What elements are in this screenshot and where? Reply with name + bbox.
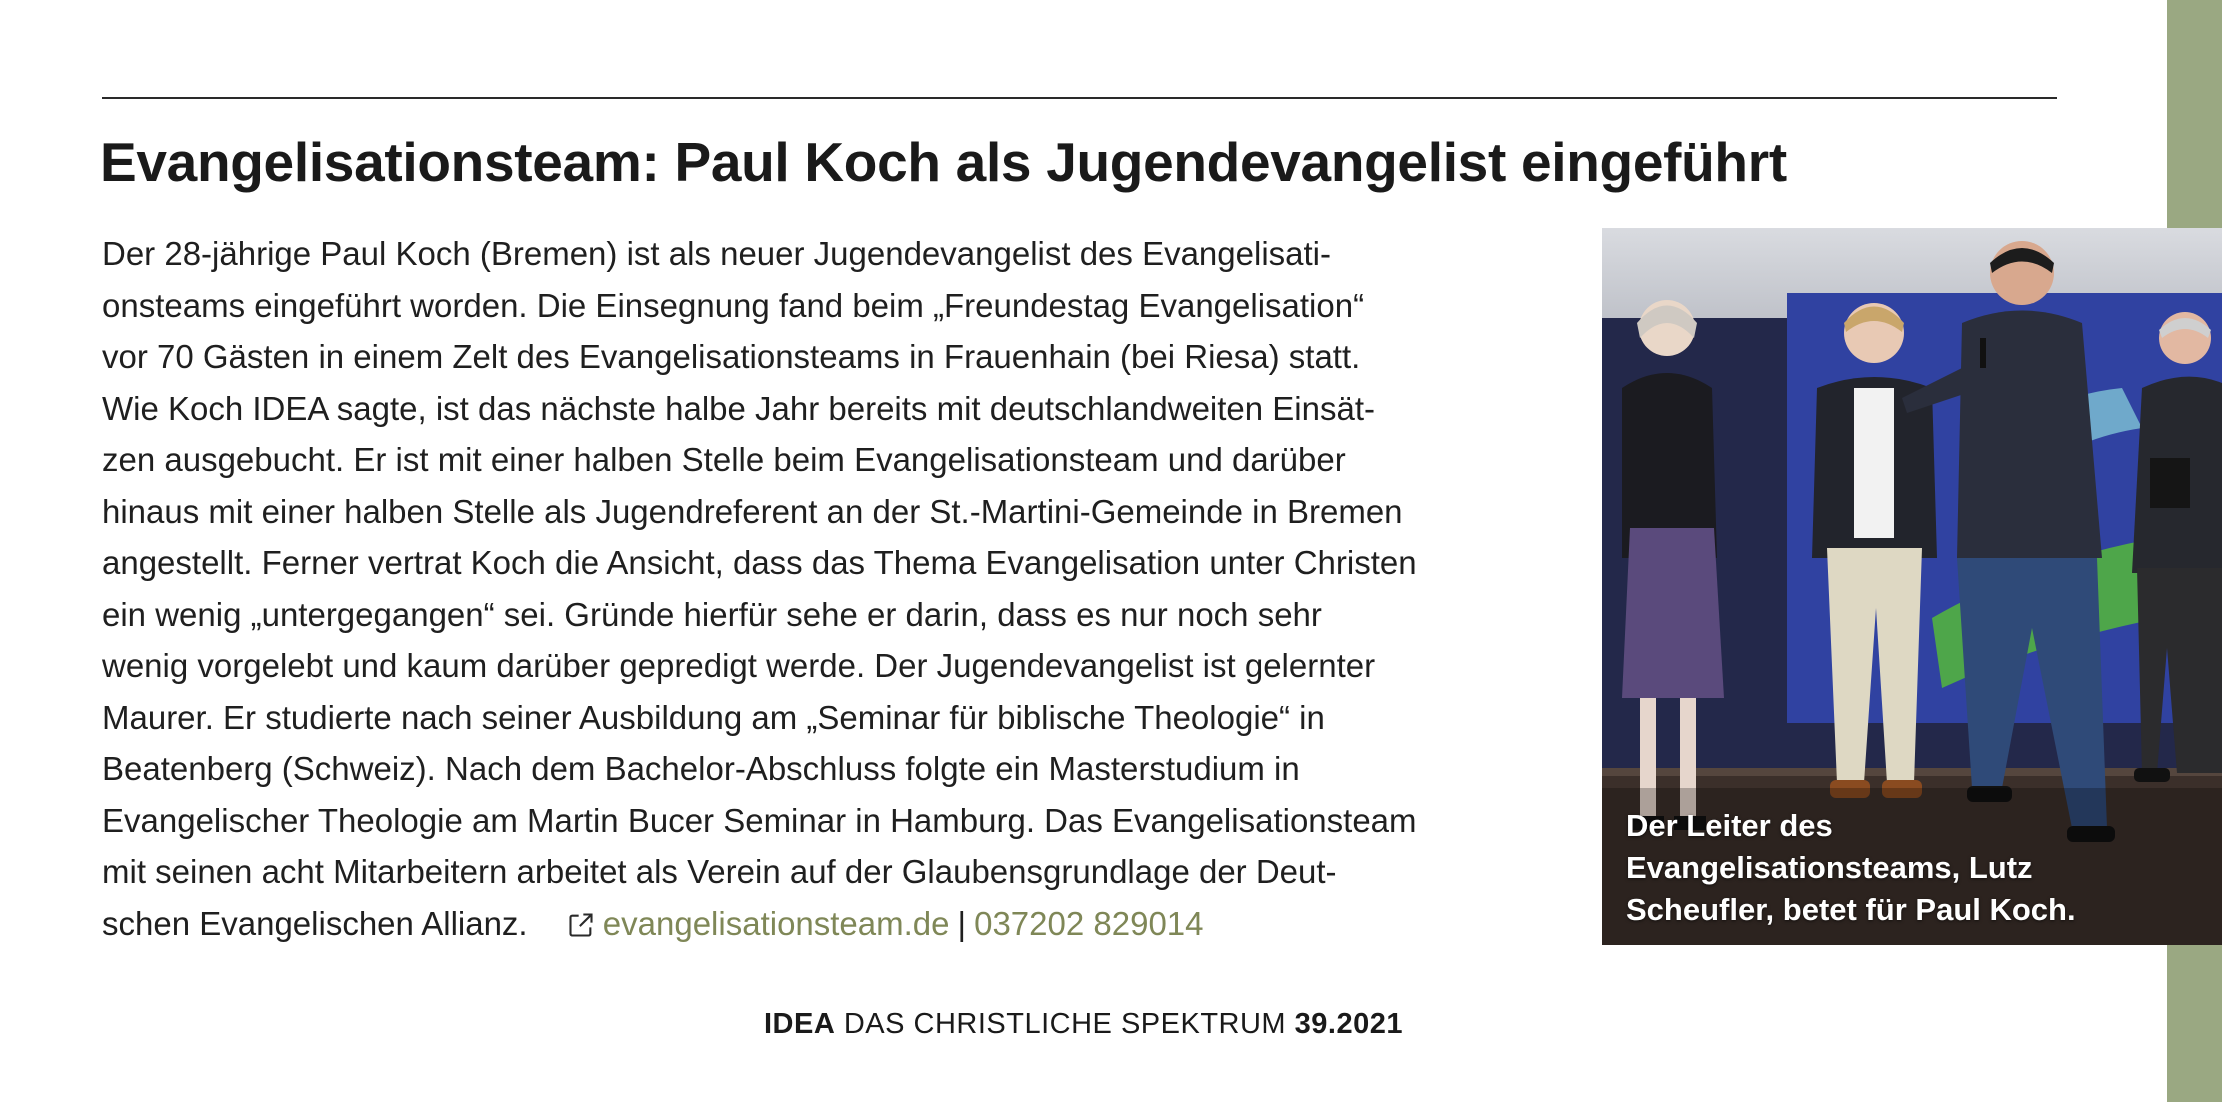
article-body bbox=[102, 228, 1552, 949]
footer-brand: IDEA bbox=[764, 1008, 836, 1040]
caption-line: Evangelisationsteams, Lutz bbox=[1626, 850, 2033, 885]
website-link[interactable]: evangelisationsteam.de bbox=[602, 904, 950, 942]
page-footer bbox=[0, 1008, 2167, 1041]
phone-number: 037202 829014 bbox=[974, 904, 1204, 942]
external-link-icon bbox=[567, 911, 595, 939]
contact-info bbox=[567, 898, 1204, 950]
body-line: ein wenig „untergegangen“ sei. Gründe hierfür sehe er darin, dass es nur noch sehr bbox=[102, 595, 1322, 633]
body-line: mit seinen acht Mitarbeitern arbeitet als Verein auf der Glaubensgrundlage der Deut- bbox=[102, 853, 1337, 890]
body-line: vor 70 Gästen in einem Zelt des Evangelisationsteams in Frauenhain (bei Riesa) statt. bbox=[102, 338, 1361, 375]
body-line: wenig vorgelebt und kaum darüber gepredigt werde. Der Jugendevangelist ist gelernter bbox=[102, 647, 1376, 684]
body-line: Der 28-jährige Paul Koch (Bremen) ist als neuer Jugendevangelist des Evangelisati- bbox=[102, 235, 1331, 272]
article-photo bbox=[1602, 228, 2222, 945]
body-line: Evangelischer Theologie am Martin Bucer Seminar in Hamburg. Das Evangelisationsteam bbox=[102, 801, 1417, 839]
body-line: zen ausgebucht. Er ist mit einer halben Stelle beim Evangelisationsteam und darüber bbox=[102, 441, 1346, 478]
body-line: hinaus mit einer halben Stelle als Jugendreferent an der St.-Martini-Gemeinde in Bremen bbox=[102, 492, 1403, 530]
body-line: Wie Koch IDEA sagte, ist das nächste halbe Jahr bereits mit deutschlandweiten Einsät- bbox=[102, 389, 1375, 427]
body-line: angestellt. Ferner vertrat Koch die Ansicht, dass das Thema Evangelisation unter Christen bbox=[102, 544, 1417, 581]
body-line: Maurer. Er studierte nach seiner Ausbildung am „Seminar für biblische Theologie“ in bbox=[102, 698, 1325, 736]
body-line: Beatenberg (Schweiz). Nach dem Bachelor-Abschluss folgte ein Masterstudium in bbox=[102, 750, 1300, 787]
body-line: onsteams eingeführt worden. Die Einsegnung fand beim „Freundestag Evangelisation“ bbox=[102, 286, 1365, 324]
contact-separator: | bbox=[957, 904, 967, 942]
top-divider bbox=[102, 97, 2057, 99]
body-last-line bbox=[102, 898, 1552, 950]
article-headline: Evangelisationsteam: Paul Koch als Jugendevangelist eingeführt bbox=[100, 131, 1787, 193]
photo-caption bbox=[1626, 805, 2186, 931]
caption-line: Scheufler, betet für Paul Koch. bbox=[1626, 892, 2076, 927]
body-line: schen Evangelischen Allianz. bbox=[102, 904, 528, 942]
caption-line: Der Leiter des bbox=[1626, 808, 1833, 843]
footer-publication: DAS CHRISTLICHE SPEKTRUM bbox=[843, 1008, 1287, 1040]
footer-issue: 39.2021 bbox=[1294, 1008, 1403, 1040]
